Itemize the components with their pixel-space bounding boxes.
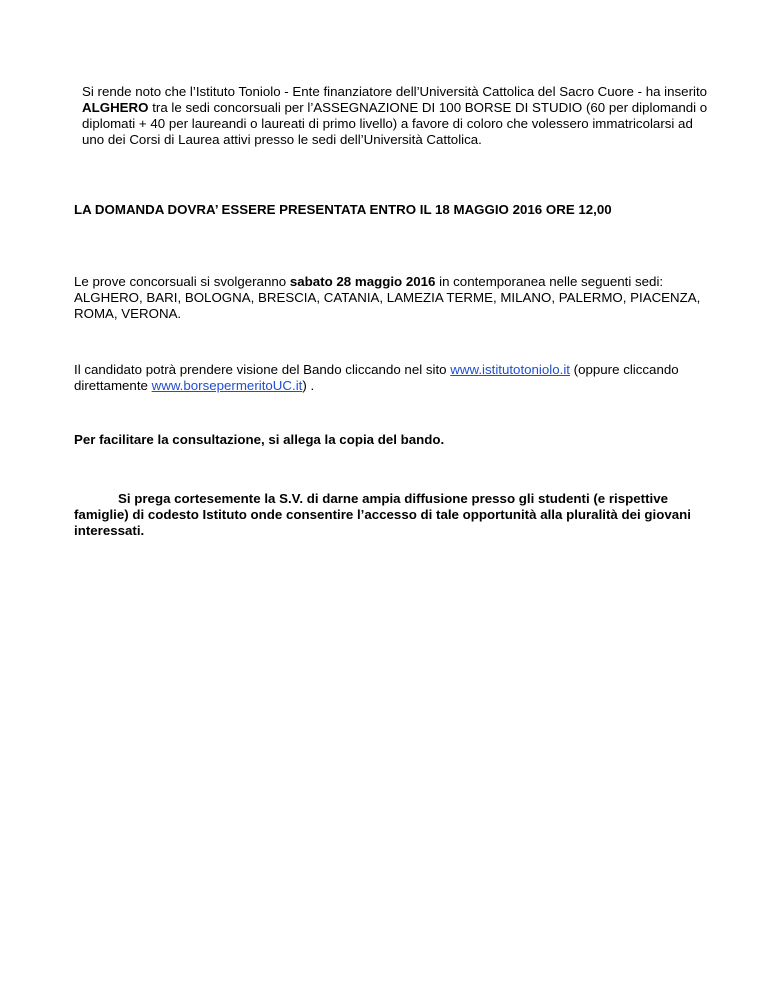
diffusion-request [74, 491, 704, 539]
exam-text-2: in contemporanea nelle seguenti sedi: ALGHERO, BARI, BOLOGNA, BRESCIA, CATANIA, LAMEZIA TERME, MILANO, PALERMO, PIACENZA, ROMA, VERONA. [74, 274, 701, 321]
exam-paragraph [74, 274, 704, 322]
deadline-notice: LA DOMANDA DOVRA’ ESSERE PRESENTATA ENTRO IL 18 MAGGIO 2016 ORE 12,00 [74, 202, 612, 217]
bando-text-3: ) . [302, 378, 315, 393]
announcement-text-2: tra le sedi concorsuali per l’ASSEGNAZIONE DI 100 BORSE DI STUDIO (60 per diplomandi o diplomati + 40 per laureandi o laureati di primo livello) a favore di coloro che volessero immatricolarsi ad uno dei Corsi di Laurea attivi presso le sedi dell’Università Cattolica. [82, 100, 708, 147]
bando-paragraph [74, 362, 704, 394]
attachment-notice: Per facilitare la consultazione, si allega la copia del bando. [74, 432, 445, 447]
bando-text-2: (oppure cliccando direttamente [74, 362, 679, 393]
announcement-location: ALGHERO [82, 100, 149, 115]
diffusion-request-text: Si prega cortesemente la S.V. di darne ampia diffusione presso gli studenti (e rispettive famiglie) di codesto Istituto onde consentire l’accesso di tale opportunità alla pluralità dei giovani interessati. [74, 491, 691, 538]
announcement-paragraph [74, 84, 712, 148]
istitutotoniolo-link[interactable]: www.istitutotoniolo.it [450, 362, 570, 377]
borsepermerito-link[interactable]: www.borsepermeritoUC.it [151, 378, 303, 393]
exam-date: sabato 28 maggio 2016 [289, 274, 436, 289]
announcement-text-1: Si rende noto che l’Istituto Toniolo - Ente finanziatore dell’Università Cattolica del Sacro Cuore - ha inserito [82, 84, 708, 99]
exam-text-1: Le prove concorsuali si svolgeranno [74, 274, 290, 289]
bando-text-1: Il candidato potrà prendere visione del Bando cliccando nel sito [74, 362, 451, 377]
